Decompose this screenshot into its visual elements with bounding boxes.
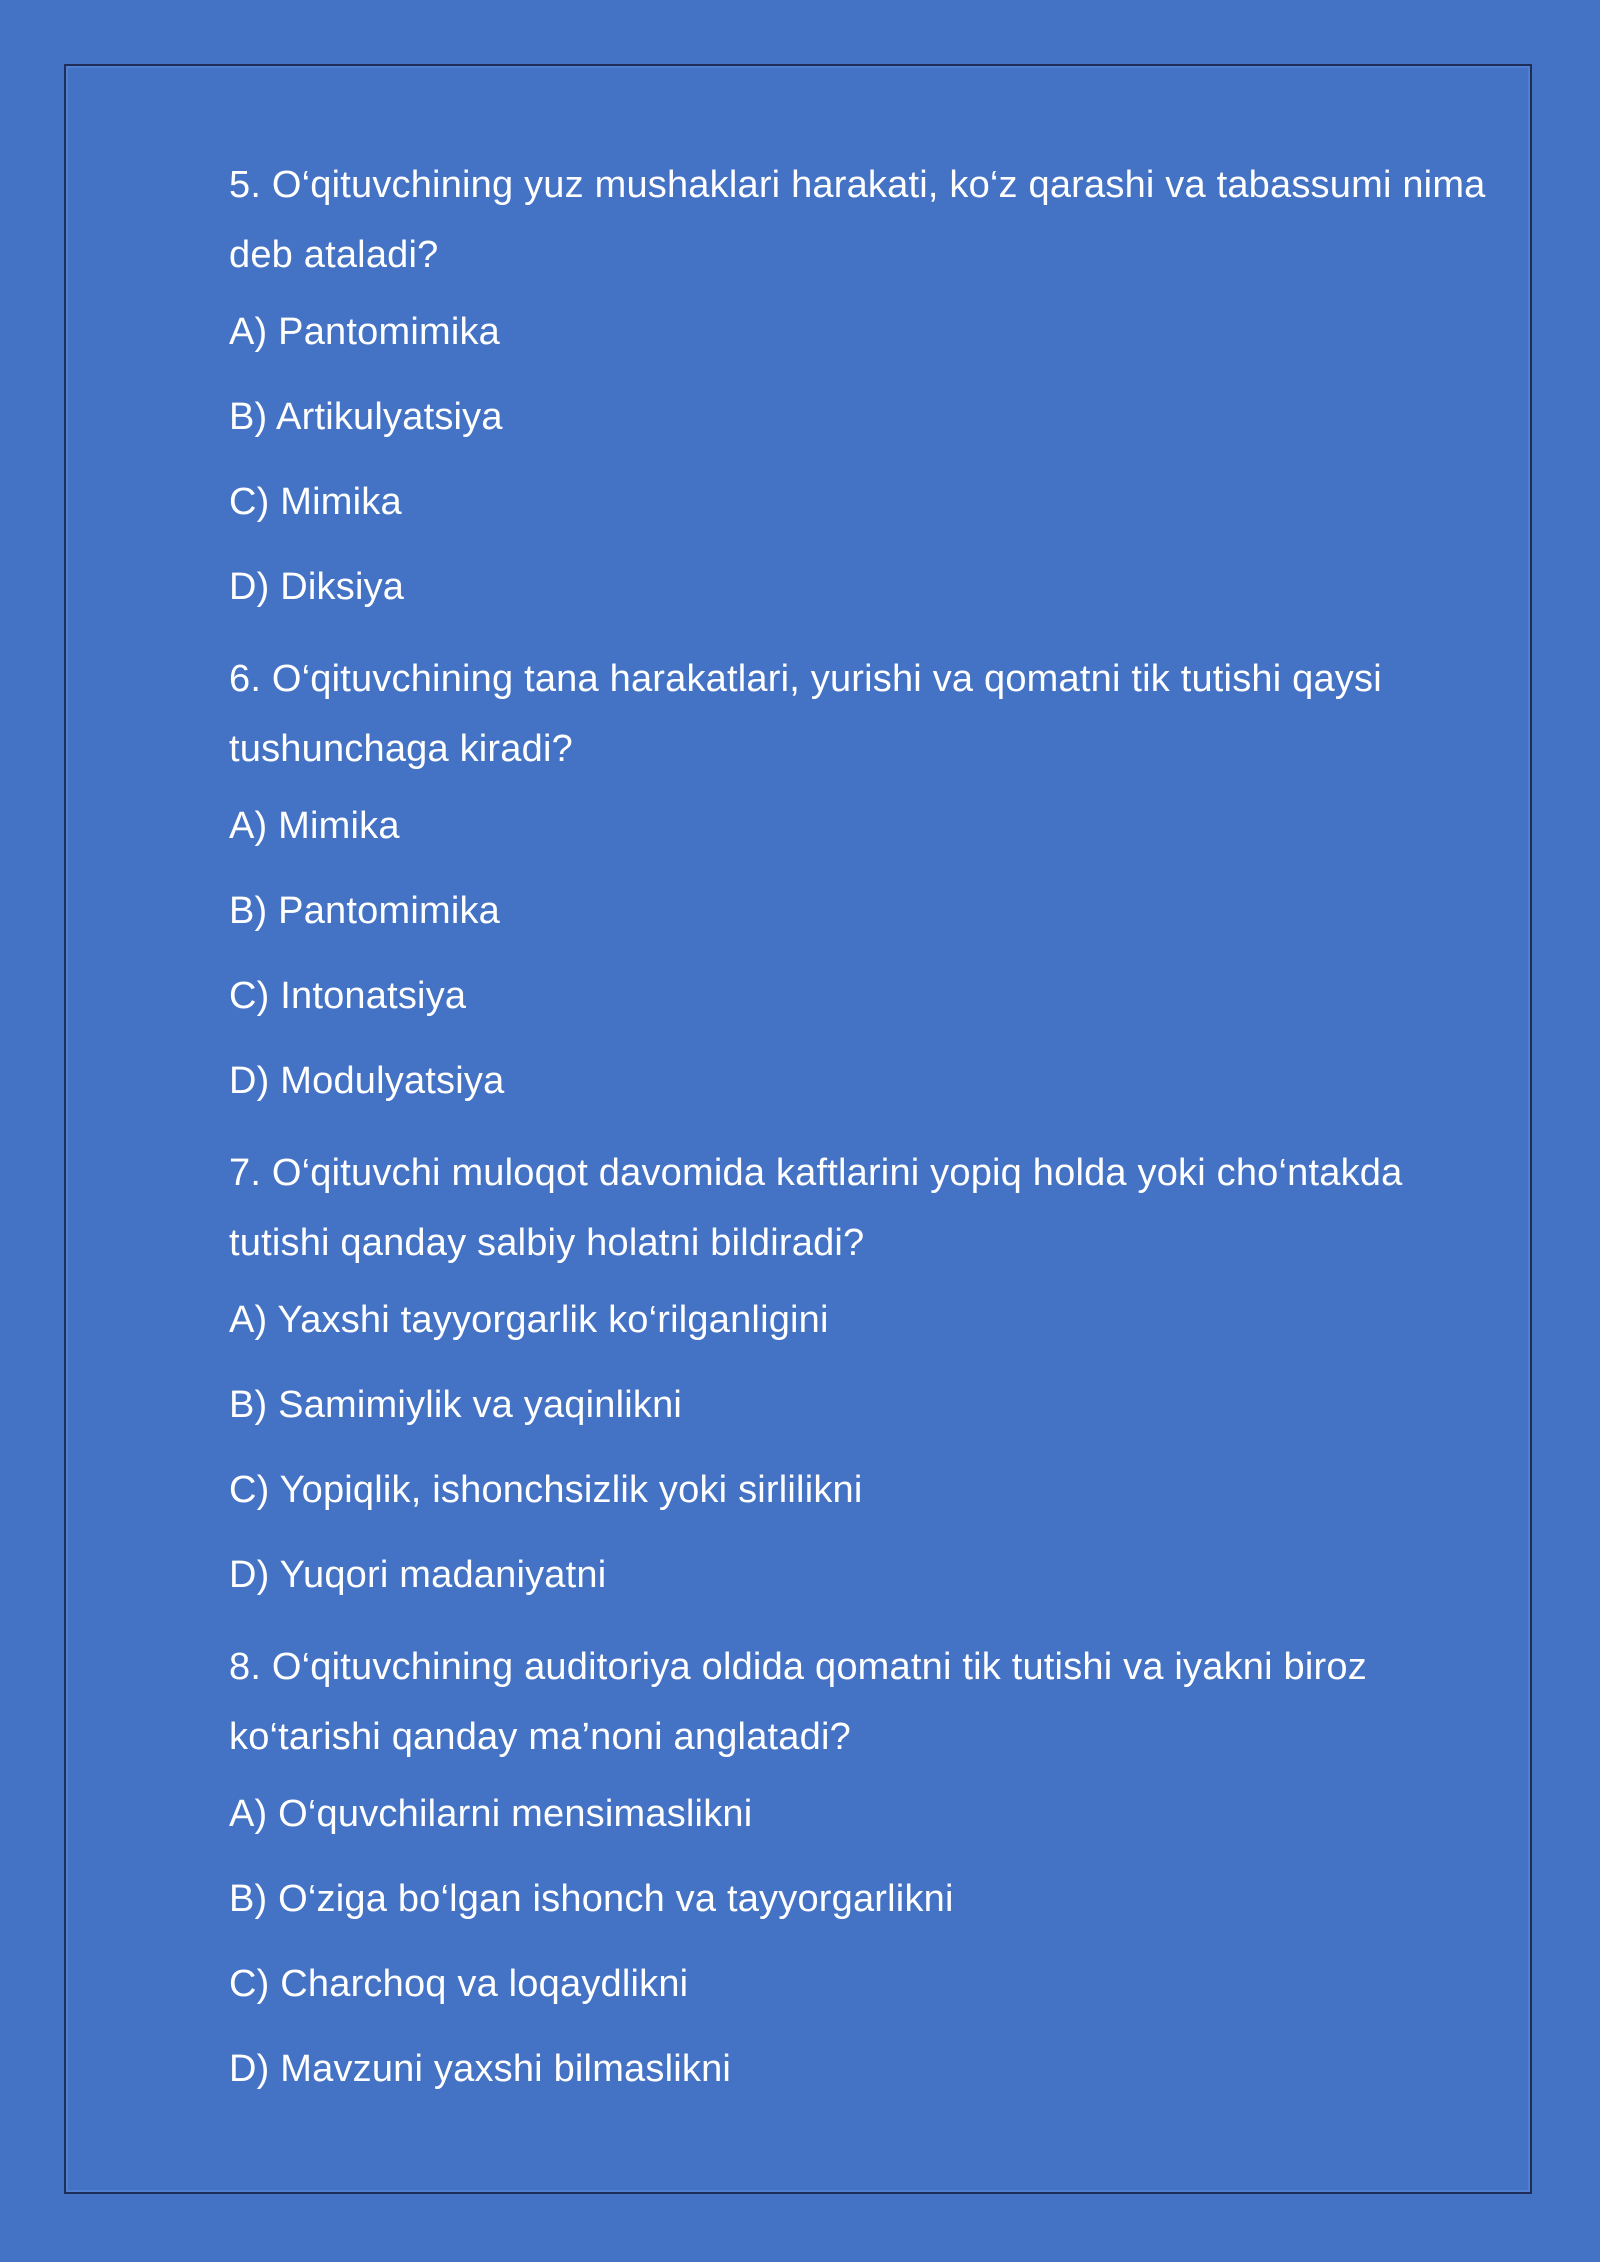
- answer-option-a: A) Yaxshi tayyorgarlik ko‘rilganligini: [229, 1299, 829, 1341]
- answer-option-b: B) Pantomimika: [229, 890, 500, 932]
- question-text: 8. O‘qituvchining auditoriya oldida qomatni tik tutishi va iyakni biroz ko‘tarishi qanday ma’noni anglatadi?: [229, 1646, 1367, 1758]
- answer-option-b: B) O‘ziga bo‘lgan ishonch va tayyorgarlikni: [229, 1878, 954, 1920]
- answer-option-d: D) Yuqori madaniyatni: [229, 1554, 607, 1596]
- question-8: [229, 1632, 1489, 2097]
- answer-option-a: A) Mimika: [229, 805, 400, 847]
- question-text: 5. O‘qituvchining yuz mushaklari harakati, ko‘z qarashi va tabassumi nima deb ataladi?: [229, 164, 1486, 276]
- answer-option-b: B) Artikulyatsiya: [229, 396, 503, 438]
- answer-option-d: D) Diksiya: [229, 566, 405, 608]
- question-5: [229, 150, 1489, 615]
- answer-option-d: D) Mavzuni yaxshi bilmaslikni: [229, 2048, 732, 2090]
- answer-option-c: C) Yopiqlik, ishonchsizlik yoki sirlilikni: [229, 1469, 863, 1511]
- question-7: [229, 1138, 1489, 1603]
- question-text: 7. O‘qituvchi muloqot davomida kaftlarini yopiq holda yoki cho‘ntakda tutishi qanday salbiy holatni bildiradi?: [229, 1152, 1403, 1264]
- answer-option-c: C) Intonatsiya: [229, 975, 467, 1017]
- answer-option-a: A) O‘quvchilarni mensimaslikni: [229, 1793, 753, 1835]
- question-6: [229, 644, 1489, 1109]
- answer-option-a: A) Pantomimika: [229, 311, 500, 353]
- quiz-content: [229, 150, 1489, 2126]
- answer-option-c: C) Mimika: [229, 481, 402, 523]
- answer-option-c: C) Charchoq va loqaydlikni: [229, 1963, 689, 2005]
- question-text: 6. O‘qituvchining tana harakatlari, yurishi va qomatni tik tutishi qaysi tushunchaga kiradi?: [229, 658, 1382, 770]
- answer-option-d: D) Modulyatsiya: [229, 1060, 505, 1102]
- answer-option-b: B) Samimiylik va yaqinlikni: [229, 1384, 683, 1426]
